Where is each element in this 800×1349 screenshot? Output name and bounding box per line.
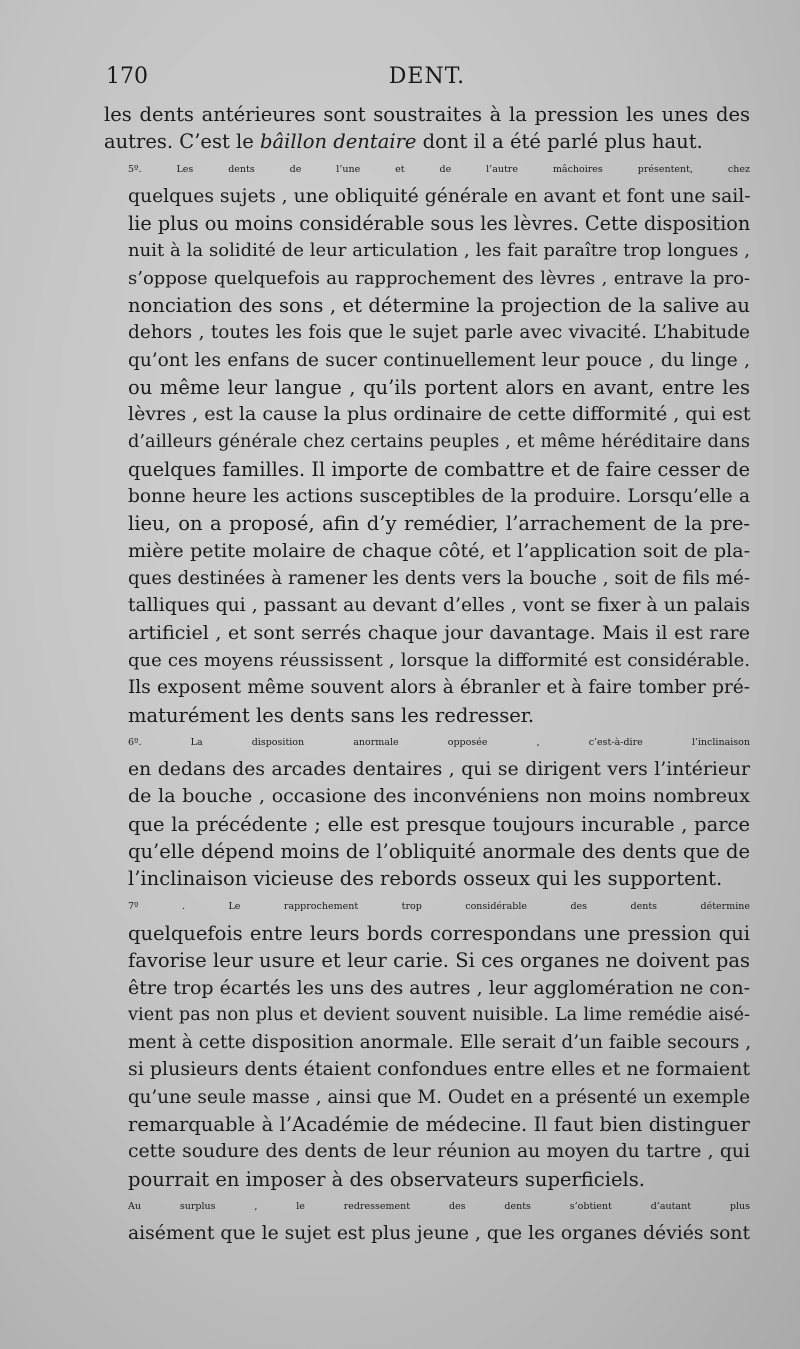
text-line: vient pas non plus et devient souvent nuisible. La lime remédie aisé- <box>128 1004 750 1025</box>
text-line: si plusieurs dents étaient confondues entre elles et ne formaient <box>128 1058 750 1081</box>
text-line: lie plus ou moins considérable sous les lèvres. Cette disposition <box>128 212 751 236</box>
text-line: qu’elle dépend moins de l’obliquité anormale des dents que de <box>128 840 750 864</box>
body-text <box>104 101 750 1247</box>
text-line: que la précédente ; elle est presque toujours incurable , parce <box>128 812 750 836</box>
text-line: être trop écartés les uns des autres , leur agglomération ne con- <box>128 976 750 999</box>
text-line: aisément que le sujet est plus jeune , que les organes déviés sont <box>128 1223 750 1245</box>
page-header <box>106 64 748 94</box>
paragraph <box>104 729 750 893</box>
text-line: lèvres , est la cause la plus ordinaire de cette difformité , qui est <box>128 403 751 426</box>
text-line: mière petite molaire de chaque côté, et l’application soit de pla- <box>128 539 750 562</box>
text-line: autres. C’est le bâillon dentaire dont il a été parlé plus haut. <box>104 130 703 154</box>
text-line: nonciation des sons , et détermine la projection de la salive au <box>128 294 750 318</box>
text-line: nuit à la solidité de leur articulation , les fait paraître trop longues , <box>128 240 750 262</box>
text-line: remarquable à l’Académie de médecine. Il faut bien distinguer <box>128 1112 750 1136</box>
text-line: qu’ont les enfans de sucer continuellement leur pouce , du linge , <box>128 349 750 371</box>
text-line: 7º . Le rapprochement trop considérable des dents détermine <box>128 900 750 912</box>
text-line: quelques familles. Il importe de combattre et de faire cesser de <box>128 457 750 481</box>
text-line: bonne heure les actions susceptibles de la produire. Lorsqu’elle a <box>128 486 750 508</box>
text-line: quelquefois entre leurs bords correspondans une pression qui <box>128 921 750 945</box>
text-line: ques destinées à ramener les dents vers la bouche , soit de fils mé- <box>128 568 750 590</box>
text-line: dehors , toutes les fois que le sujet parle avec vivacité. L’habitude <box>128 322 750 344</box>
text-line: artificiel , et sont serrés chaque jour davantage. Mais il est rare <box>128 621 750 644</box>
text-line: s’oppose quelquefois au rapprochement des lèvres , entrave la pro- <box>128 267 750 289</box>
paragraph <box>104 1193 750 1248</box>
paragraph <box>104 156 750 729</box>
text-line: favorise leur usure et leur carie. Si ces organes ne doivent pas <box>128 949 750 973</box>
text-line: 5º. Les dents de l’une et de l’autre mâchoires présentent, chez <box>128 163 750 175</box>
text-line: ou même leur langue , qu’ils portent alors en avant, entre les <box>128 375 750 399</box>
text-line: que ces moyens réussissent , lorsque la difformité est considérable. <box>128 649 750 671</box>
text-line: maturément les dents sans les redresser. <box>128 703 535 727</box>
text-line: cette soudure des dents de leur réunion au moyen du tartre , qui <box>128 1141 750 1163</box>
text-line: ment à cette disposition anormale. Elle serait d’un faible secours , <box>128 1032 752 1054</box>
text-line: 6º. La disposition anormale opposée , c’est-à-dire l’inclinaison <box>128 736 750 748</box>
text-line: Ils exposent même souvent alors à ébranler et à faire tomber pré- <box>128 677 750 699</box>
text-line: lieu, on a proposé, afin d’y remédier, l’arrachement de la pre- <box>128 512 750 536</box>
text-line: pourrait en imposer à des observateurs superficiels. <box>128 1167 645 1191</box>
running-title: DENT. <box>388 64 466 89</box>
text-line: qu’une seule masse , ainsi que M. Oudet en a présenté un exemple <box>128 1086 750 1108</box>
text-line: Au surplus , le redressement des dents s’obtient d’autant plus <box>128 1200 750 1212</box>
text-line: d’ailleurs générale chez certains peuples , et même héréditaire dans <box>128 431 750 452</box>
text-line: talliques qui , passant au devant d’elles , vont se fixer à un palais <box>128 595 750 617</box>
paragraph <box>104 893 750 1193</box>
text-line: l’inclinaison vicieuse des rebords osseux qui les supportent. <box>128 867 723 891</box>
paragraph <box>104 101 750 156</box>
text-line: les dents antérieures sont soustraites à la pression les unes des <box>104 103 750 126</box>
text-line: de la bouche , occasione des inconvéniens non moins nombreux <box>128 785 750 808</box>
text-line: quelques sujets , une obliquité générale en avant et font une sail- <box>128 185 751 207</box>
text-line: en dedans des arcades dentaires , qui se dirigent vers l’intérieur <box>128 759 750 781</box>
page-number: 170 <box>106 64 148 89</box>
